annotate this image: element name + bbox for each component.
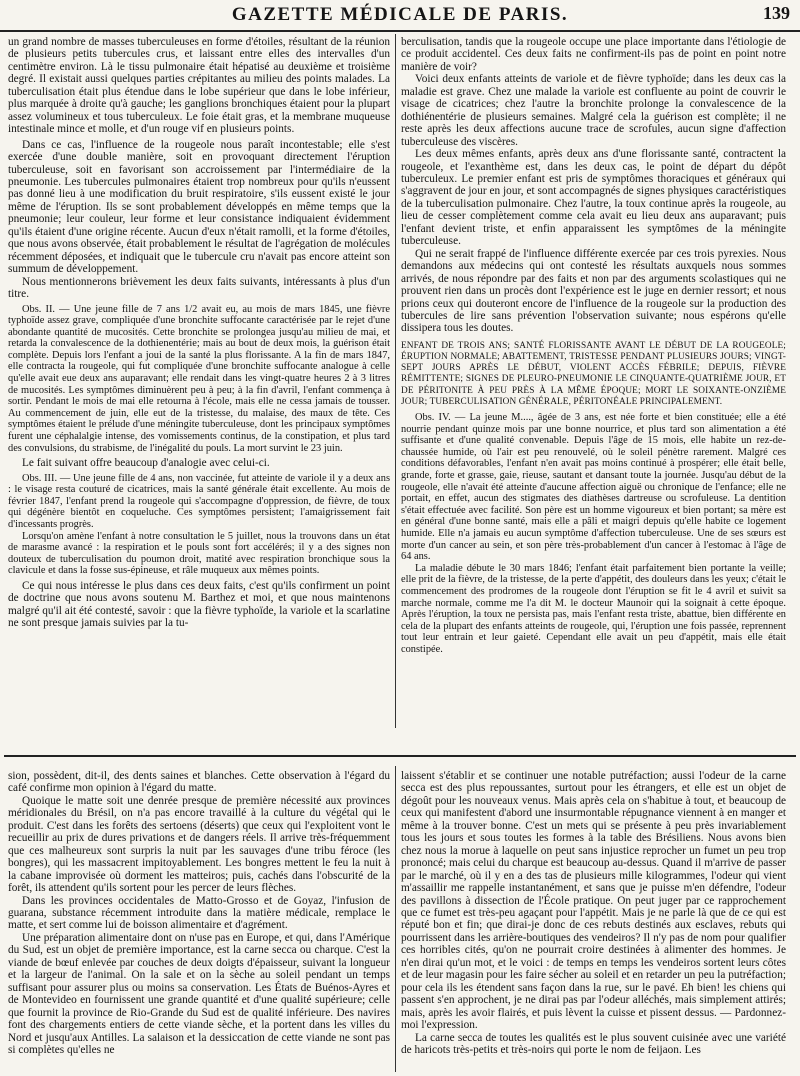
paragraph: Nous mentionnerons brièvement les deux faits suivants, intéressants à plus d'un titre. — [8, 275, 390, 301]
paragraph: berculisation, tandis que la rougeole occupe une place importante dans l'étiologie de ce produit accidentel. Ces deux faits ne confirment-ils pas de point en point notre manière de voir? — [401, 36, 786, 73]
observation-4: Obs. IV. — La jeune M...., âgée de 3 ans, est née forte et bien constituée; elle a été nourrie pendant quinze mois par une bonne nourrice, et plus tard son alimentation a été suffisante et d'une qualité convenable. Depuis l'âge de 15 mois, elle habite un rez-de-chaussée humide, où l'air est peu renouvelé, où le soleil pénètre rarement. Malgré ces conditions défavorables, l'enfant n'en avait pas moins continué à prospérer; elle était belle, grande, forte et grasse, gaie, rieuse, sautant et dansant toute la journée. Jusqu'au début de la rougeole, elle n'avait été atteinte d'aucune affection aiguë ou chronique de l'enfance; elle ne portait, en effet, aucun des stigmates des diathèses dartreuse ou scrofuleuse. La dentition s'était effectuée avec facilité. Son père est un homme vigoureux et bien portant; sa mère est en général d'une bonne santé, mais elle a pâli et maigri depuis qu'elle habite ce logement humide. Elle n'a jamais eu aucun symptôme d'affection tuberculeuse. Une de ses sœurs est morte d'un cancer au sein, et son père très-probablement d'un cancer à l'estomac à l'âge de 64 ans. — [401, 412, 786, 563]
paragraph: La maladie débute le 30 mars 1846; l'enfant était parfaitement bien portante la veille; elle prit de la fièvre, de la tristesse, de la perte d'appétit, des douleurs dans les yeux; c'était le commencement des prodromes de la rougeole dont l'éruption se fit le 4 avril et suivit sa marche normale, comme me l'a dit M. le docteur Maunoir qui la soignait à cette époque. Après l'éruption, la toux ne persista pas, mais l'enfant resta triste, abattue, bien différente en cela de la plupart des enfants atteints de rougeole, qui, l'éruption une fois passée, reprennent tout leur entrain et leur gaieté. Cependant elle avait un peu d'appétit, mais elle était constipée. — [401, 562, 786, 655]
paragraph: Ce qui nous intéresse le plus dans ces deux faits, c'est qu'ils confirment un point de doctrine que nous avons soutenu M. Barthez et moi, et que nous maintenons malgré qu'il ait été contesté, savoir : que la fièvre typhoïde, la variole et la scarlatine ne sont presque jamais suivies par la tu- — [8, 580, 390, 630]
paragraph: Qui ne serait frappé de l'influence différente exercée par ces trois pyrexies. Nous demandons aux médecins qui ont contesté les résultats auxquels nous sommes arrivés, de nous répondre par des faits et non par des arguments scolastiques qui ne prouvent rien dans un procès dont l'expérience est le juge en dernier ressort; et nous prions ceux qui douteront encore de l'influence de la rougeole sur la production des tubercules de lire sans prévention l'observation suivante; nous espérons qu'elle dissipera tous les doutes. — [401, 247, 786, 335]
paragraph: sion, possèdent, dit-il, des dents saines et blanches. Cette observation à l'égard du café confirme mon opinion à l'égard du matte. — [8, 770, 390, 795]
observation-3: Obs. III. — Une jeune fille de 4 ans, non vaccinée, fut atteinte de variole il y a deux ans : le visage resta couturé de cicatrices, mais la santé générale était excellente. Au mois de février 1847, l'enfant prend la rougeole qui s'accompagne d'oppression, de fièvre, de toux qui dégénère bientôt en coqueluche. Ces symptômes persistent; l'amaigrissement fait d'incessants progrès. — [8, 472, 390, 531]
paragraph: Dans les provinces occidentales de Matto-Grosso et de Goyaz, l'infusion de guarana, substance récemment introduite dans la matière médicale, remplace le matte, et sert comme lui de boisson alimentaire et d'agrément. — [8, 894, 390, 932]
paragraph: Dans ce cas, l'influence de la rougeole nous paraît incontestable; elle s'est exercée d'une double manière, soit en provoquant directement l'éruption tuberculeuse, soit en favorisant son accroissement par l'intermédiaire de la pneumonie. Les tubercules pulmonaires étaient trop nombreux pour qu'ils n'eussent pas donné lieu à une modification du bruit respiratoire, s'ils eussent existé le jour même de l'éruption. Ils se sont probablement développés en même temps que la pneumonie; leur couleur, leur forme et leur consistance indiquaient évidemment qu'ils étaient d'une origine récente. Aucun d'eux n'était ramolli, et la forme d'étoiles, que nous avons observée, était probablement le résultat de l'agrégation de molécules récemment déposées, et indiquait que le tubercule cru n'avait pas encore atteint son summum de développement. — [8, 138, 390, 276]
running-title: GAZETTE MÉDICALE DE PARIS. — [231, 4, 569, 25]
paragraph: Lorsqu'on amène l'enfant à notre consultation le 5 juillet, nous la trouvons dans un état de marasme avancé : la respiration et le pouls sont fort accélérés; il y a des signes non douteux de tuberculisation du poumon droit, matité avec respiration bronchique sous la clavicule et dans la fosse sus-épineuse, et râle muqueux aux mêmes points. — [8, 530, 390, 577]
paragraph: un grand nombre de masses tuberculeuses en forme d'étoiles, résultant de la réunion de plusieurs petits tubercules crus, et laissant entre elles des intervalles d'un centimètre environ. Là le tissu pulmonaire était hépatisé au deuxième et troisième degré. Il existait aussi quelques parties crépitantes au milieu des points malades. La tuberculisation était plus étendue dans le lobe supérieur que dans le lobe inférieur, plus marquée à droite qu'à gauche; les ganglions bronchiques étaient pour la plupart assez volumineux et tous tuberculeux. Le foie était gras, et la membrane muqueuse intestinale mince et molle, et d'un rouge vif en plusieurs points. — [8, 36, 390, 136]
paragraph: laissent s'établir et se continuer une notable putréfaction; aussi l'odeur de la carne secca est des plus repoussantes, surtout pour les étrangers, et elle est un objet de dégoût pour les nouveaux venus. Mais après cela on s'habitue à tout, et beaucoup de ceux qui manifestent d'abord une insurmontable répugnance viennent à en manger et même à la trouver bonne. C'est un mets qui se présente à peu près invariablement tous les jours et sous toutes les formes à la table des Brésiliens. Nous avons bien chez nous la morue à laquelle on peut sans injustice reprocher un fumet un peu trop prononcé; mais celui du charque est beaucoup au-dessus. Quand il m'arrive de passer par le marché, où il y en a des tas de plusieurs mille kilogrammes, l'odeur qui vient m'assaillir me rappelle instantanément, et sans que je puisse m'en défendre, l'odeur des pavillons à dissection de l'École pratique. On peut juger par ce rapprochement que ce fumet est très-peu agaçant pour l'appétit. Mais je ne parle là que de ce qui est réputé bon et fin; que dirai-je donc de ces rebuts destinés aux esclaves, rebuts qui pourrissent dans les arrière-boutiques des vendeiros? Il n'y pas de nom pour qualifier ces horribles cités, qu'on ne pourrait croire destinées à alimenter des hommes. Je n'en dirai qu'un mot, et le voici : de temps en temps les vendeiros sortent leurs côtes et de leur magasin pour les faire sécher au soleil et en retarder un peu la putréfaction; pour cela ils les étendent sans façon dans la rue, sur le pavé. Eh bien! les chiens qui passent s'en approchent, je ne dirai pas par l'odeur alléchés, mais simplement attirés; mais, après les avoir flairés, et puis lèvent la cuisse et pissent dessus. — Pardonnez-moi l'expression. — [401, 770, 786, 1032]
paragraph: Les deux mêmes enfants, après deux ans d'une florissante santé, contractent la rougeole, et l'exanthème est, dans les deux cas, le point de départ du dépôt tuberculeux. Le premier enfant est pris de symptômes thoraciques et généraux qui s'aggravent de jour en jour, et sont accompagnés de signes physiques caractéristiques de la tuberculisation pulmonaire. Chez l'autre, la toux continue après la rougeole, au lieu de cesser complètement comme cela avait eu lieu deux ans auparavant; puis l'enfant devient triste, et enfin apparaissent les symptômes de la méningite tuberculeuse. — [401, 148, 786, 248]
article-column-right — [401, 36, 786, 725]
column-divider-top — [395, 34, 396, 728]
article-column-left — [8, 36, 390, 725]
paragraph: Le fait suivant offre beaucoup d'analogie avec celui-ci. — [22, 457, 270, 470]
paragraph: Voici deux enfants atteints de variole et de fièvre typhoïde; dans les deux cas la maladie est grave. Chez une malade la variole est confluente au point de couvrir le visage de cicatrices; chez l'autre la bronchite prolonge la convalescence de la dothiénentérie de plusieurs semaines. Malgré cela la guérison est complète; il ne reste après les deux affections aucune trace de scrofules, aucun signe d'affection tuberculeuse des viscères. — [401, 73, 786, 148]
paragraph: Une préparation alimentaire dont on n'use pas en Europe, et qui, dans l'Amérique du Sud, est un objet de première importance, est la carne secca ou charque. C'est la viande de bœuf enlevée par couches de deux doigts d'épaisseur, suivant la longueur et la largeur de l'animal. On la sale et on la sèche au soleil pendant un temps suffisant pour assurer plus ou moins sa conservation. Les États de Buénos-Ayres et de Montevideo en fournissent une grande quantité et d'une qualité supérieure; celle que fournit la province de Rio-Grande du Sud est de qualité inférieure. Des navires font des chargements entiers de cette viande sèche, et la portent dans les villes du Nord et jusqu'aux Antilles. La salaison et la dessiccation de cette viande ne sont pas si complètes qu'elles ne — [8, 931, 390, 1056]
paragraph: La carne secca de toutes les qualités est le plus souvent cuisinée avec une variété de haricots très-petits et très-noirs qui porte le nom de feijaon. Les — [401, 1031, 786, 1056]
observation-summary: ENFANT DE TROIS ANS; SANTÉ FLORISSANTE AVANT LE DÉBUT DE LA ROUGEOLE; ÉRUPTION NORMALE; ABATTEMENT, TRISTESSE PENDANT PLUSIEURS JOURS; VINGT-SEPT JOURS APRÈS LE DÉBUT, VIOLENT ACCÈS FÉBRILE; DEPUIS, FIÈVRE RÉMITTENTE; SIGNES DE PLEURO-PNEUMONIE LE CINQUANTE-QUATRIÈME JOUR, ET DE PÉRITONITE À PEU PRÈS À LA MÊME ÉPOQUE; MORT LE SOIXANTE-ONZIÈME JOUR; TUBERCULISATION GÉNÉRALE, PÉRITONÉALE PRINCIPALEMENT. — [401, 340, 786, 407]
page-header — [0, 0, 800, 32]
column-divider-bottom — [395, 766, 396, 1072]
observation-2: Obs. II. — Une jeune fille de 7 ans 1/2 avait eu, au mois de mars 1845, une fièvre typhoïde assez grave, compliquée d'une bronchite suffocante caractérisée par le rejet d'une abondante quantité de mucosités. Cette bronchite se prolongea jusqu'au milieu de mai, et retarda la convalescence de la dothienentérie; mais au bout de deux mois, la guérison était complète. Depuis lors l'enfant a joui de la santé la plus florissante. A la fin de mars 1847, elle contracta la rougeole, qui fut compliquée d'une bronchite suffocante analogue à celle qu'elle avait eue deux ans auparavant; elle rendait dans les vingt-quatre heures 2 à 3 litres de mucosités. Les symptômes diminuèrent peu à peu; à la fin d'avril, l'enfant commença à sortir. Pendant le mois de mai elle retourna à l'école, mais elle ne cessa jamais de tousser. Au commencement de juin, elle eut de la tristesse, du malaise, des maux de tête. Ces symptômes étaient le prélude d'une méningite tuberculeuse, dont les principaux symptômes furent une céphalalgie intense, des vomissements continus, de la constipation, et plus tard des convulsions, du strabisme, de l'inégalité du pouls. La mort survint le 23 juin. — [8, 303, 390, 454]
feuilleton-column-left — [8, 770, 390, 1072]
feuilleton-column-right — [401, 770, 786, 1072]
paragraph: Quoique le matte soit une denrée presque de première nécessité aux provinces méridionales du Brésil, on n'a pas encore travaillé à la culture du végétal qui le produit. C'est dans les forêts des sertoens (déserts) que ceux qui l'exploitent vont le recueillir au prix de dures privations et de dangers réels. Il arrive très-fréquemment que ces malheureux sont surpris la nuit par les sauvages d'une tribu féroce (les bongres), qui les massacrent impitoyablement. Les bongres mettent le feu la nuit à la cabane improvisée où dorment les matteiros; puis, cachés dans l'obscurité de la forêt, ils attendent qu'ils sortent pour les percer de leurs flèches. — [8, 794, 390, 895]
page-number: 139 — [763, 3, 790, 23]
section-divider — [4, 755, 796, 757]
